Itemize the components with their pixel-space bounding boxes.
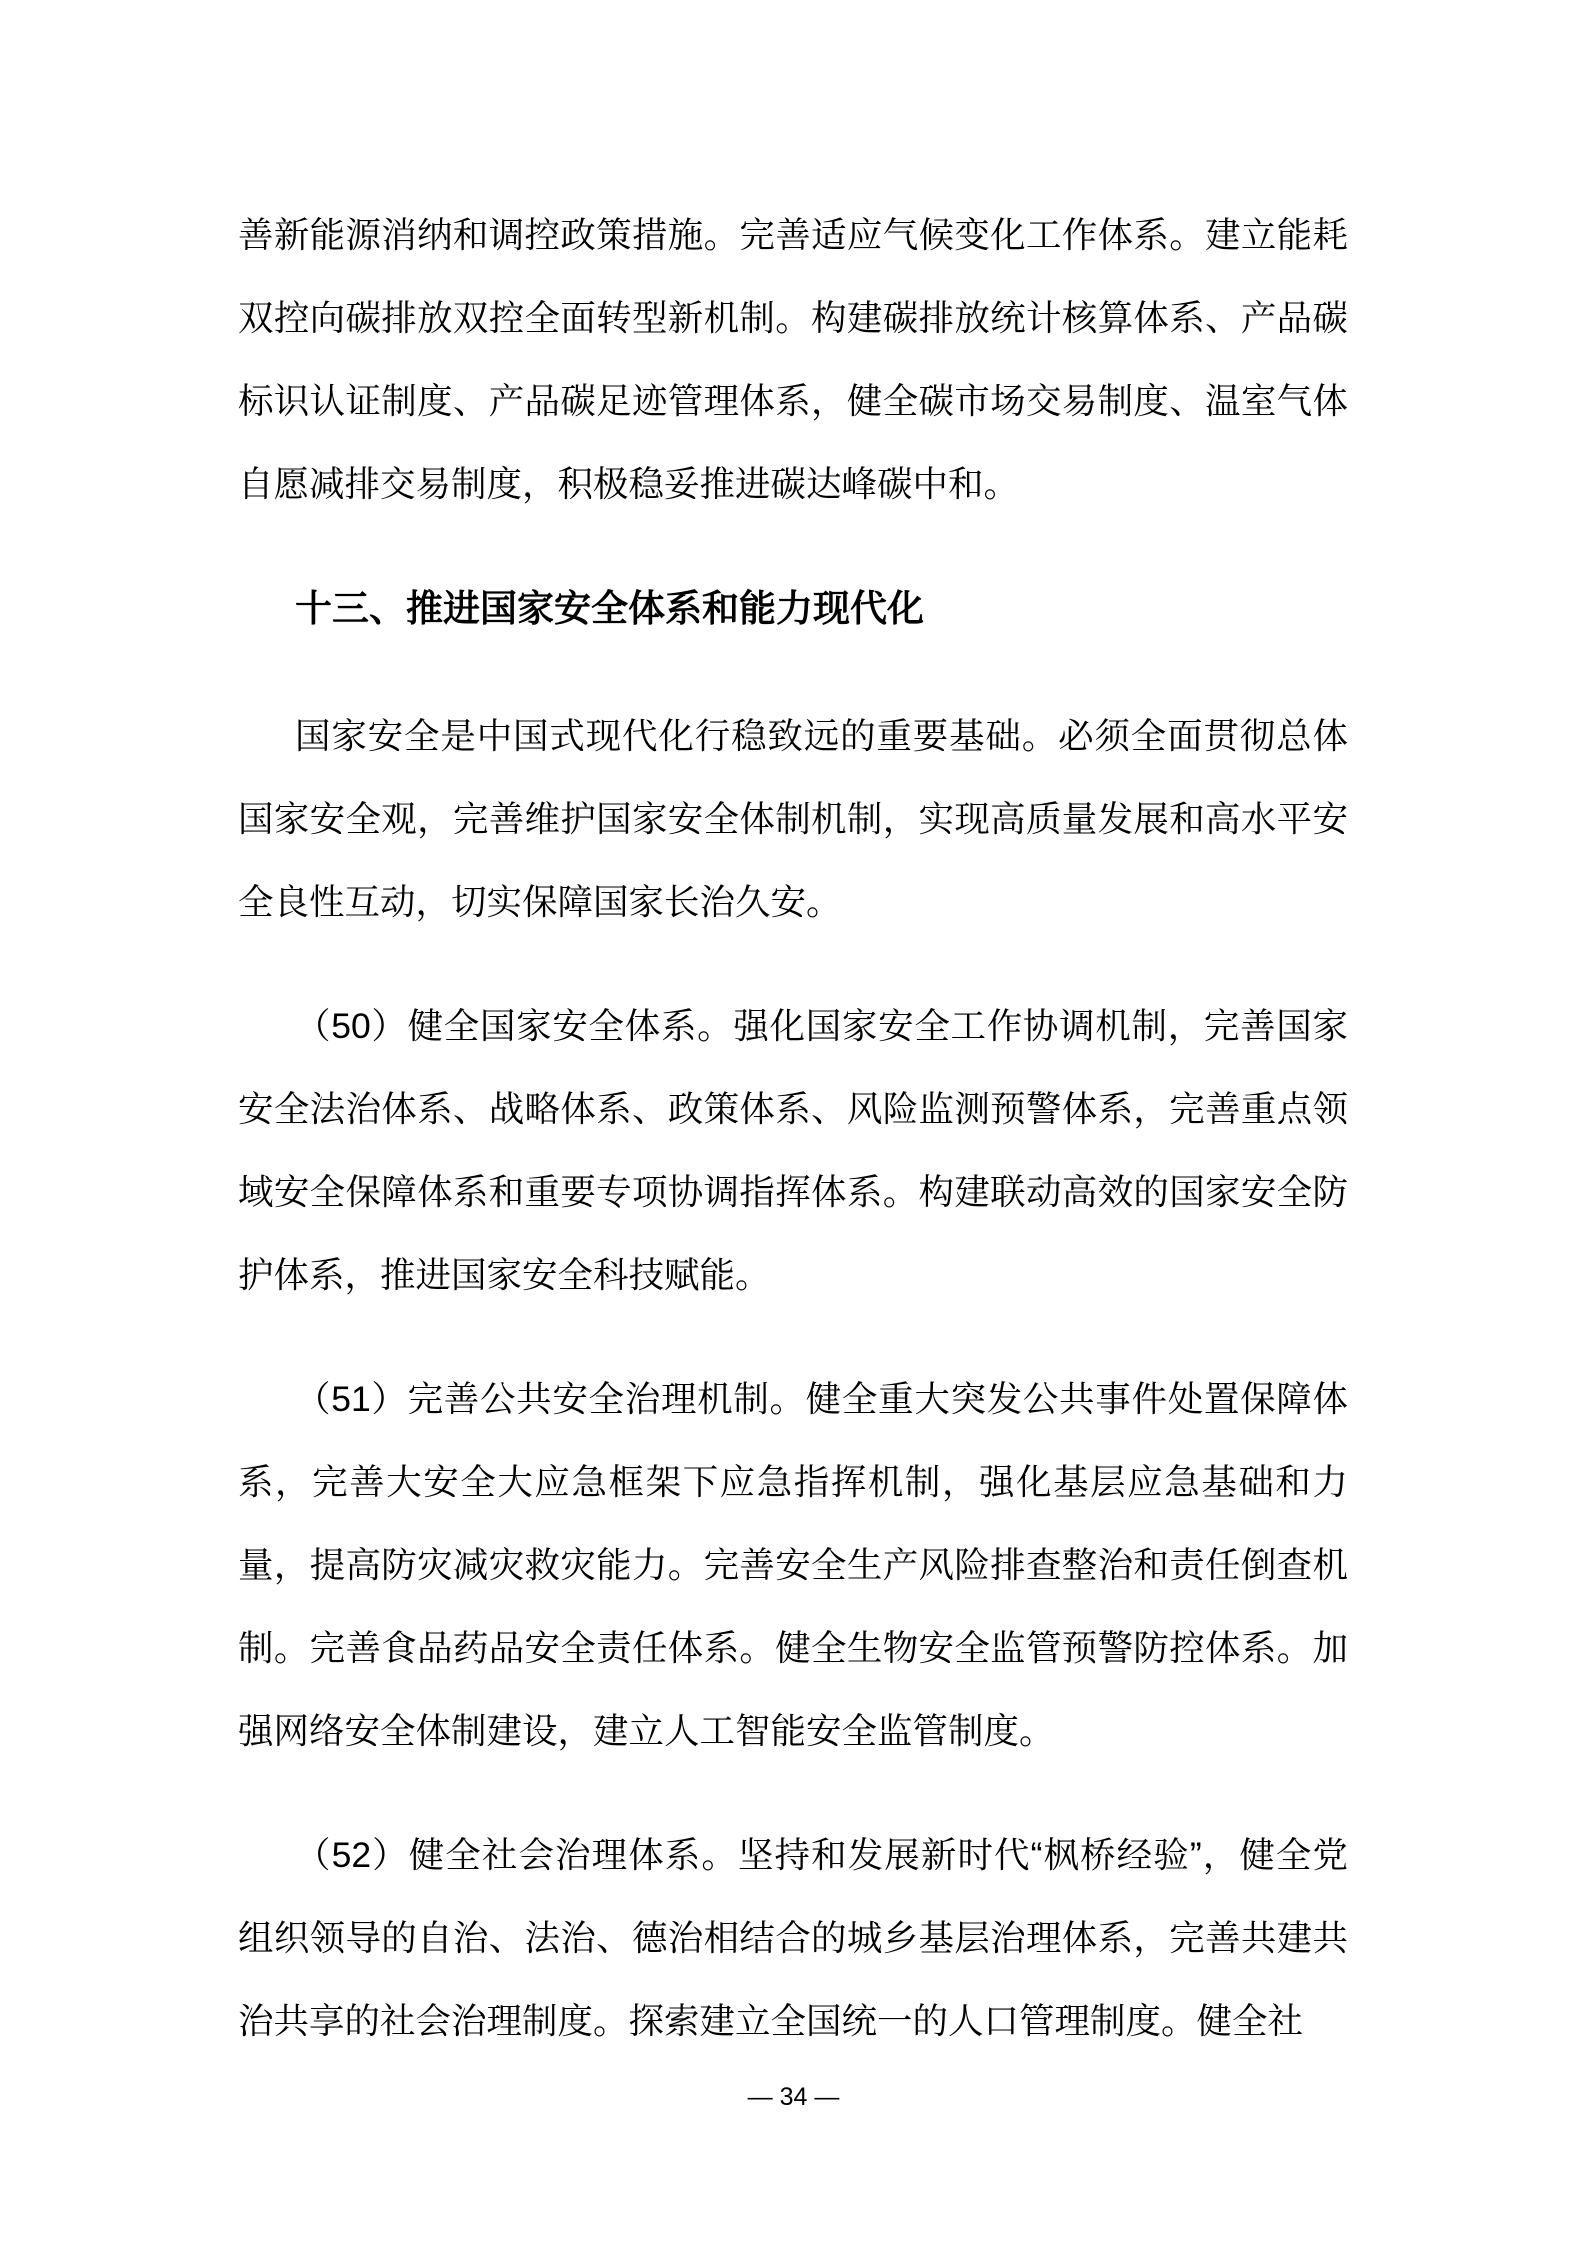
section-heading: 十三、推进国家安全体系和能力现代化 (295, 588, 924, 629)
paragraph-item-50: （50）健全国家安全体系。强化国家安全工作协调机制，完善国家安全法治体系、战略体系、政策体系、风险监测预警体系，完善重点领域安全保障体系和重要专项协调指挥体系。构建联动高效的国家安全防护体系，推进国家安全科技赋能。 (238, 1006, 1348, 1295)
paragraph-item-51: （51）完善公共安全治理机制。健全重大突发公共事件处置保障体系，完善大安全大应急框架下应急指挥机制，强化基层应急基础和力量，提高防灾减灾救灾能力。完善安全生产风险排查整治和责任倒查机制。完善食品药品安全责任体系。健全生物安全监管预警防控体系。加强网络安全体制建设，建立人工智能安全监管制度。 (238, 1379, 1348, 1751)
text-column (238, 194, 1348, 2104)
paragraph-carryover: 善新能源消纳和调控政策措施。完善适应气候变化工作体系。建立能耗双控向碳排放双控全面转型新机制。构建碳排放统计核算体系、产品碳标识认证制度、产品碳足迹管理体系，健全碳市场交易制度、温室气体自愿减排交易制度，积极稳妥推进碳达峰碳中和。 (238, 215, 1348, 504)
paragraph-item-52: （52）健全社会治理体系。坚持和发展新时代“枫桥经验”，健全党组织领导的自治、法治、德治相结合的城乡基层治理体系，完善共建共治共享的社会治理制度。探索建立全国统一的人口管理制度。健全社 (238, 1835, 1348, 2041)
page-number: — 34 — (747, 2083, 840, 2111)
paragraph-intro: 国家安全是中国式现代化行稳致远的重要基础。必须全面贯彻总体国家安全观，完善维护国家安全体制机制，实现高质量发展和高水平安全良性互动，切实保障国家长治久安。 (238, 716, 1348, 922)
